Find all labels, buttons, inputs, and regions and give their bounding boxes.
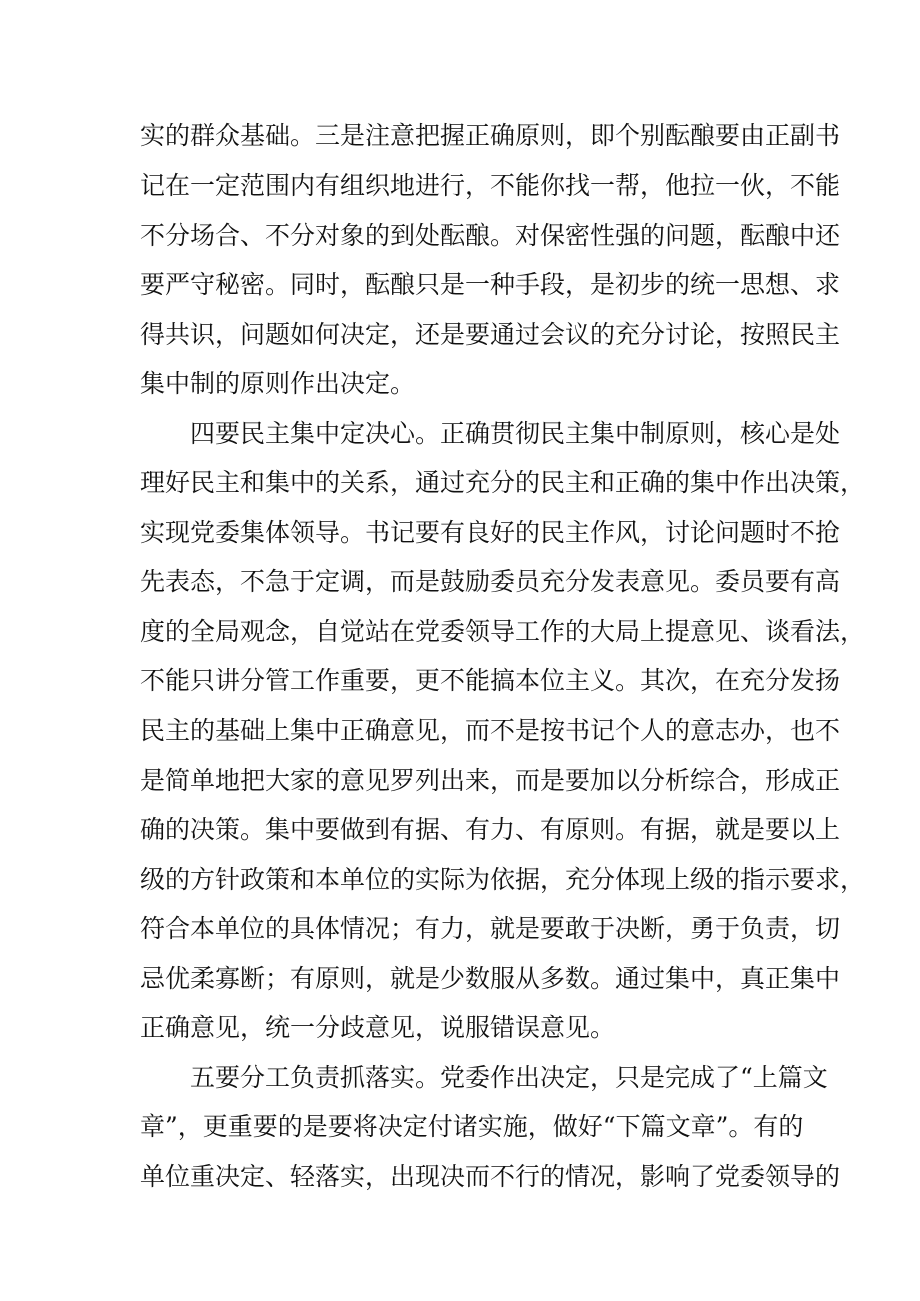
- text-line: 民主的基础上集中正确意见，而不是按书记个人的意志办，也不: [140, 716, 841, 745]
- paragraph-first-line: 四要民主集中定决心。正确贯彻民主集中制原则，核心是处: [190, 419, 841, 448]
- text-line: 单位重决定、轻落实，出现决而不行的情况，影响了党委领导的: [140, 1162, 841, 1191]
- text-line: 级的方针政策和本单位的实际为依据，充分体现上级的指示要求，: [140, 865, 866, 894]
- text-line: 忌优柔寡断；有原则，就是少数服从多数。通过集中，真正集中: [140, 964, 841, 993]
- text-line: 实现党委集体领导。书记要有良好的民主作风，讨论问题时不抢: [140, 518, 841, 547]
- text-line: 实的群众基础。三是注意把握正确原则，即个别酝酿要由正副书: [140, 121, 841, 150]
- text-line: 记在一定范围内有组织地进行，不能你找一帮，他拉一伙，不能: [140, 171, 841, 200]
- text-line: 集中制的原则作出决定。: [140, 369, 416, 398]
- text-line: 度的全局观念，自觉站在党委领导工作的大局上提意见、谈看法，: [140, 617, 866, 646]
- text-line: 要严守秘密。同时，酝酿只是一种手段，是初步的统一思想、求: [140, 270, 841, 299]
- text-line: 确的决策。集中要做到有据、有力、有原则。有据，就是要以上: [140, 815, 841, 844]
- text-line: 得共识，问题如何决定，还是要通过会议的充分讨论，按照民主: [140, 320, 841, 349]
- text-line: 章”，更重要的是要将决定付诸实施，做好“下篇文章”。有的: [140, 1112, 804, 1141]
- text-line: 先表态，不急于定调，而是鼓励委员充分发表意见。委员要有高: [140, 567, 841, 596]
- text-line: 是简单地把大家的意见罗列出来，而是要加以分析综合，形成正: [140, 766, 841, 795]
- text-line: 正确意见，统一分歧意见，说服错误意见。: [140, 1013, 616, 1042]
- text-line: 不分场合、不分对象的到处酝酿。对保密性强的问题，酝酿中还: [140, 221, 841, 250]
- text-line: 不能只讲分管工作重要，更不能搞本位主义。其次，在充分发扬: [140, 666, 841, 695]
- text-line: 符合本单位的具体情况；有力，就是要敢于决断，勇于负责，切: [140, 914, 841, 943]
- paragraph-first-line: 五要分工负责抓落实。党委作出决定，只是完成了“上篇文: [190, 1063, 828, 1092]
- text-line: 理好民主和集中的关系，通过充分的民主和正确的集中作出决策，: [140, 468, 866, 497]
